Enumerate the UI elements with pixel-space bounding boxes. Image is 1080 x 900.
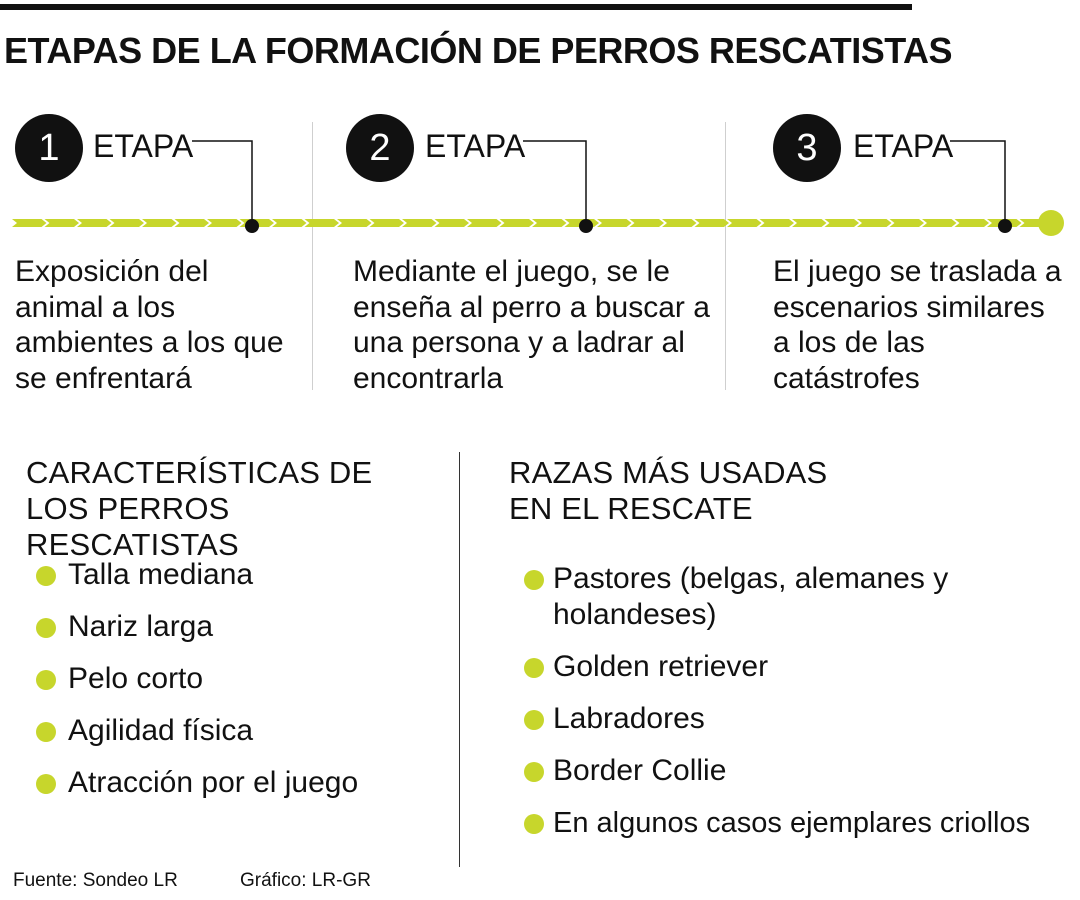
page-title: ETAPAS DE LA FORMACIÓN DE PERROS RESCATISTAS <box>4 30 953 71</box>
stage-2-label: ETAPA <box>425 128 526 164</box>
bullet-dot-icon <box>524 762 544 782</box>
list-item-text: En algunos casos ejemplares criollos <box>553 807 1031 839</box>
timeline-dot-2 <box>579 219 593 233</box>
list-item-text: Border Collie <box>553 754 727 787</box>
breeds-heading: RAZAS MÁS USADAS EN EL RESCATE <box>509 455 828 526</box>
stage-2-number-badge: 2 <box>346 114 414 182</box>
stage-3-label: ETAPA <box>853 128 954 164</box>
stage-3-description: El juego se traslada a escenarios similares a los de las catástrofes <box>773 255 1062 395</box>
list-item-text: Talla mediana <box>68 558 254 591</box>
connector-line-2 <box>523 141 586 226</box>
list-item-text: Pastores (belgas, alemanes y holandeses) <box>553 562 949 631</box>
list-item <box>524 701 1072 737</box>
list-item-text: Labradores <box>553 702 705 735</box>
bullet-dot-icon <box>524 658 544 678</box>
connector-line-1 <box>192 141 252 226</box>
source-credit: Fuente: Sondeo LR <box>13 870 178 891</box>
list-item-text: Atracción por el juego <box>68 766 359 799</box>
bullet-dot-icon <box>36 722 56 742</box>
list-item <box>524 649 1072 685</box>
bullet-dot-icon <box>524 814 544 834</box>
bullet-dot-icon <box>36 566 56 586</box>
list-item <box>524 753 1072 789</box>
list-item-text: Golden retriever <box>553 650 769 683</box>
characteristics-heading: CARACTERÍSTICAS DE LOS PERROS RESCATISTAS <box>26 455 373 562</box>
list-item <box>36 765 446 801</box>
columns-divider <box>459 452 460 867</box>
stage-3-number-badge: 3 <box>773 114 841 182</box>
list-item <box>36 557 446 593</box>
bullet-dot-icon <box>36 618 56 638</box>
stage-1-label: ETAPA <box>93 128 194 164</box>
timeline-dot-1 <box>245 219 259 233</box>
graphic-credit: Gráfico: LR-GR <box>240 870 371 891</box>
list-item-text: Pelo corto <box>68 662 204 695</box>
stage-1-description: Exposición del animal a los ambientes a los que se enfrentará <box>15 255 284 395</box>
list-item <box>36 661 446 697</box>
timeline-connectors <box>0 0 1080 240</box>
list-item-text: Nariz larga <box>68 610 214 643</box>
breeds-list <box>524 561 1072 857</box>
list-item-text: Agilidad física <box>68 714 254 747</box>
stage-1-number-badge: 1 <box>15 114 83 182</box>
list-item <box>36 713 446 749</box>
bullet-dot-icon <box>524 710 544 730</box>
bullet-dot-icon <box>36 670 56 690</box>
bullet-dot-icon <box>36 774 56 794</box>
list-item <box>36 609 446 645</box>
list-item <box>524 561 1072 633</box>
stage-2-description: Mediante el juego, se le enseña al perro a buscar a una persona y a ladrar al encontrarla <box>353 255 710 395</box>
connector-line-3 <box>950 141 1005 226</box>
timeline-dot-3 <box>998 219 1012 233</box>
bullet-dot-icon <box>524 570 544 590</box>
characteristics-list <box>36 557 446 817</box>
timeline-end-dot <box>1038 210 1064 236</box>
list-item <box>524 805 1072 841</box>
